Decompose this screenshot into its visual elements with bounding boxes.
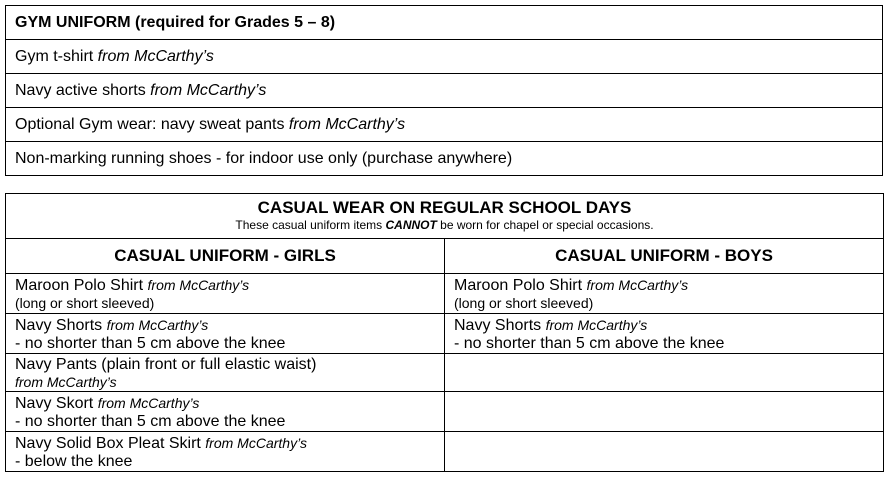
table-row [6,239,884,274]
boys-item [445,274,884,314]
girls-column-header: CASUAL UNIFORM - GIRLS [6,239,445,274]
gym-uniform-header: GYM UNIFORM (required for Grades 5 – 8) [6,6,883,40]
item-detail: - below the knee [15,453,133,470]
gym-item [6,142,883,176]
item-name: Navy Skort [15,395,98,412]
item-name: Navy Solid Box Pleat Skirt [15,435,206,452]
item-detail: - no shorter than 5 cm above the knee [454,335,725,352]
casual-note-emphasis: CANNOT [385,218,437,232]
casual-note [6,218,883,232]
table-row [6,108,883,142]
gym-item [6,40,883,74]
gym-uniform-table [5,5,883,176]
table-row [6,354,884,392]
girls-item [6,274,445,314]
boys-item [445,314,884,354]
item-detail: (long or short sleeved) [15,295,155,311]
table-row [6,194,884,239]
item-detail: - no shorter than 5 cm above the knee [15,335,286,352]
gym-item-source: from McCarthy’s [288,115,406,133]
boys-column-header: CASUAL UNIFORM - BOYS [445,239,884,274]
gym-item-text: Non-marking running shoes - for indoor use only (purchase anywhere) [15,149,513,167]
casual-note-before: These casual uniform items [235,218,386,232]
item-name: Navy Shorts [454,317,546,334]
empty-cell [445,392,884,432]
item-name: Navy Shorts [15,317,107,334]
gym-item-source: from McCarthy’s [150,81,267,99]
gym-item-source: from McCarthy’s [97,47,214,65]
table-row [6,6,883,40]
table-row [6,432,884,472]
gym-item-text: Gym t-shirt [15,47,98,65]
table-row [6,314,884,354]
girls-item [6,354,445,392]
casual-title-cell [6,194,884,239]
item-source: from McCarthy’s [97,395,200,411]
casual-title: CASUAL WEAR ON REGULAR SCHOOL DAYS [257,198,632,217]
item-detail: - no shorter than 5 cm above the knee [15,413,286,430]
item-name: Maroon Polo Shirt [454,277,587,294]
item-source: from McCarthy’s [147,277,250,293]
table-row [6,40,883,74]
item-source: from McCarthy’s [545,317,648,333]
girls-item [6,392,445,432]
empty-cell [445,354,884,392]
item-source: from McCarthy’s [15,374,117,390]
casual-note-after: be worn for chapel or special occasions. [436,218,654,232]
gym-item-text: Optional Gym wear: navy sweat pants [15,115,289,133]
table-row [6,142,883,176]
girls-item [6,314,445,354]
item-source: from McCarthy’s [106,317,209,333]
girls-item [6,432,445,472]
gym-item [6,74,883,108]
item-name: Maroon Polo Shirt [15,277,148,294]
item-name: Navy Pants (plain front or full elastic waist) [15,356,317,373]
gym-item-text: Navy active shorts [15,81,151,99]
casual-wear-table [5,193,884,472]
empty-cell [445,432,884,472]
table-row [6,392,884,432]
item-source: from McCarthy’s [586,277,689,293]
item-source: from McCarthy’s [205,435,307,451]
item-detail: (long or short sleeved) [454,295,594,311]
table-row [6,274,884,314]
gym-item [6,108,883,142]
table-row [6,74,883,108]
